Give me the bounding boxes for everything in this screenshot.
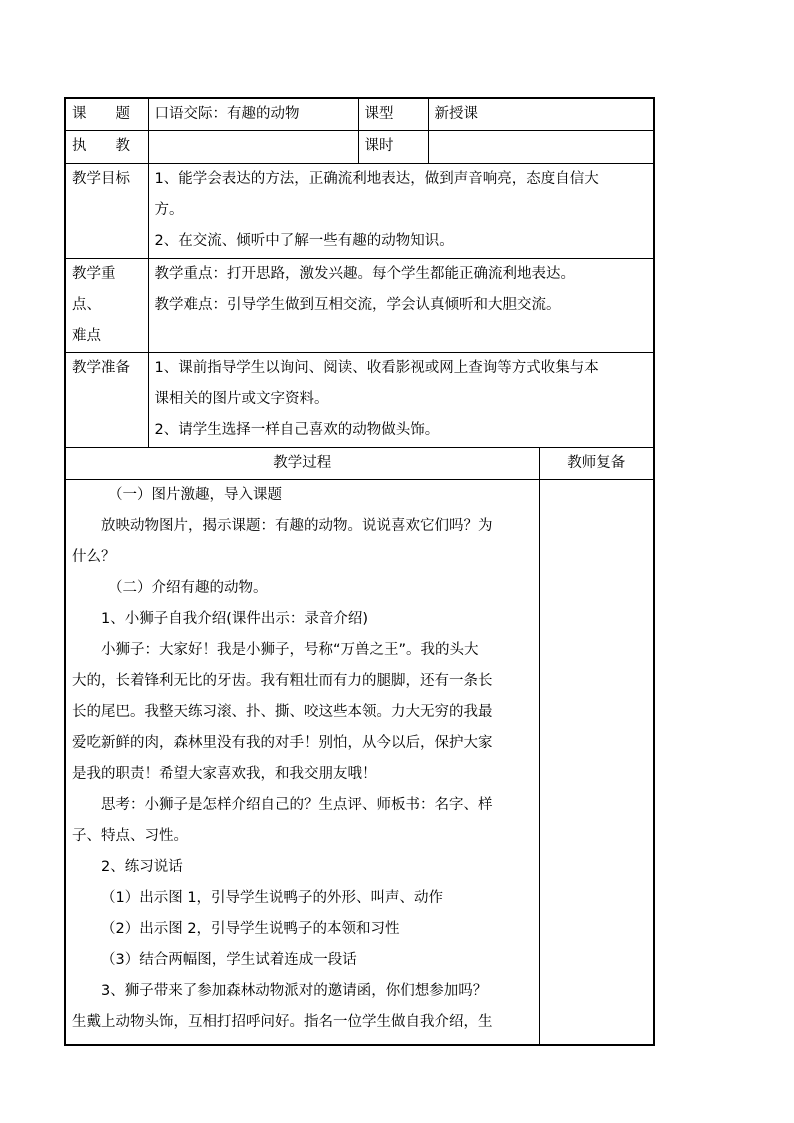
process-line: 思考：小狮子是怎样介绍自己的？生点评、师板书：名字、样: [101, 797, 493, 813]
hours-label: 课时: [358, 131, 428, 164]
objectives-line: 1、能学会表达的方法，正确流利地表达，做到声音响亮，态度自信大: [154, 171, 599, 187]
review-header: 教师复备: [539, 448, 654, 480]
key-points-line: 教学难点：引导学生做到互相交流，学会认真倾听和大胆交流。: [154, 297, 561, 313]
process-line: 生戴上动物头饰，互相打招呼问好。指名一位学生做自我介绍，生: [72, 1014, 493, 1030]
subject-value: 口语交际：有趣的动物: [148, 98, 358, 131]
row-key-points: [65, 259, 654, 353]
process-line: （1）出示图 1，引导学生说鸭子的外形、叫声、动作: [101, 890, 444, 906]
teacher-label: 执 教: [65, 131, 148, 164]
key-points-content: [148, 259, 654, 353]
process-line: 3、狮子带来了参加森林动物派对的邀请函，你们想参加吗？: [101, 983, 488, 999]
objectives-label: 教学目标: [65, 164, 148, 259]
subject-label: 课 题: [65, 98, 148, 131]
process-line: 2、练习说话: [101, 859, 183, 875]
process-line: （2）出示图 2，引导学生说鸭子的本领和习性: [101, 921, 400, 937]
process-line: （一）图片激趣，导入课题: [108, 487, 282, 503]
preparation-line: 2、请学生选择一样自己喜欢的动物做头饰。: [154, 422, 440, 438]
key-points-line: 教学重点：打开思路，激发兴趣。每个学生都能正确流利地表达。: [154, 266, 575, 282]
process-line: 大的，长着锋利无比的牙齿。我有粗壮而有力的腿脚，还有一条长: [72, 673, 493, 689]
process-line: 子、特点、习性。: [72, 828, 188, 844]
process-line: 小狮子：大家好！我是小狮子，号称“万兽之王”。我的头大: [101, 642, 479, 658]
row-subject: [65, 98, 654, 131]
type-label: 课型: [358, 98, 428, 131]
row-process-body: [65, 480, 654, 1045]
row-preparation: [65, 353, 654, 448]
process-line: 长的尾巴。我整天练习滚、扑、撕、咬这些本领。力大无穷的我最: [72, 704, 493, 720]
preparation-label: 教学准备: [65, 353, 148, 448]
process-header: 教学过程: [65, 448, 539, 480]
objectives-content: [148, 164, 654, 259]
preparation-line: 课相关的图片或文字资料。: [154, 391, 329, 407]
process-line: 1、小狮子自我介绍(课件出示：录音介绍): [101, 611, 369, 627]
process-content: [65, 480, 539, 1045]
row-objectives: [65, 164, 654, 259]
preparation-content: [148, 353, 654, 448]
review-notes: [539, 480, 654, 1045]
type-value: 新授课: [428, 98, 654, 131]
objectives-line: 2、在交流、倾听中了解一些有趣的动物知识。: [154, 233, 454, 249]
row-process-header: [65, 448, 654, 480]
process-line: 是我的职责！希望大家喜欢我，和我交朋友哦！: [72, 766, 377, 782]
lesson-plan-table: [64, 97, 655, 1046]
key-points-label-line: 教学重点、: [72, 266, 116, 313]
preparation-line: 1、课前指导学生以询问、阅读、收看影视或网上查询等方式收集与本: [154, 360, 599, 376]
process-line: （二）介绍有趣的动物。: [108, 580, 268, 596]
row-teacher: [65, 131, 654, 164]
process-line: 放映动物图片，揭示课题：有趣的动物。说说喜欢它们吗？为: [101, 518, 493, 534]
key-points-label-line: 难点: [72, 328, 101, 344]
process-line: 什么？: [72, 549, 116, 565]
process-line: （3）结合两幅图，学生试着连成一段话: [101, 952, 357, 968]
key-points-label: [65, 259, 148, 353]
teacher-value: [148, 131, 358, 164]
hours-value: [428, 131, 654, 164]
objectives-line: 方。: [154, 202, 184, 218]
process-line: 爱吃新鲜的肉，森林里没有我的对手！别怕，从今以后，保护大家: [72, 735, 493, 751]
